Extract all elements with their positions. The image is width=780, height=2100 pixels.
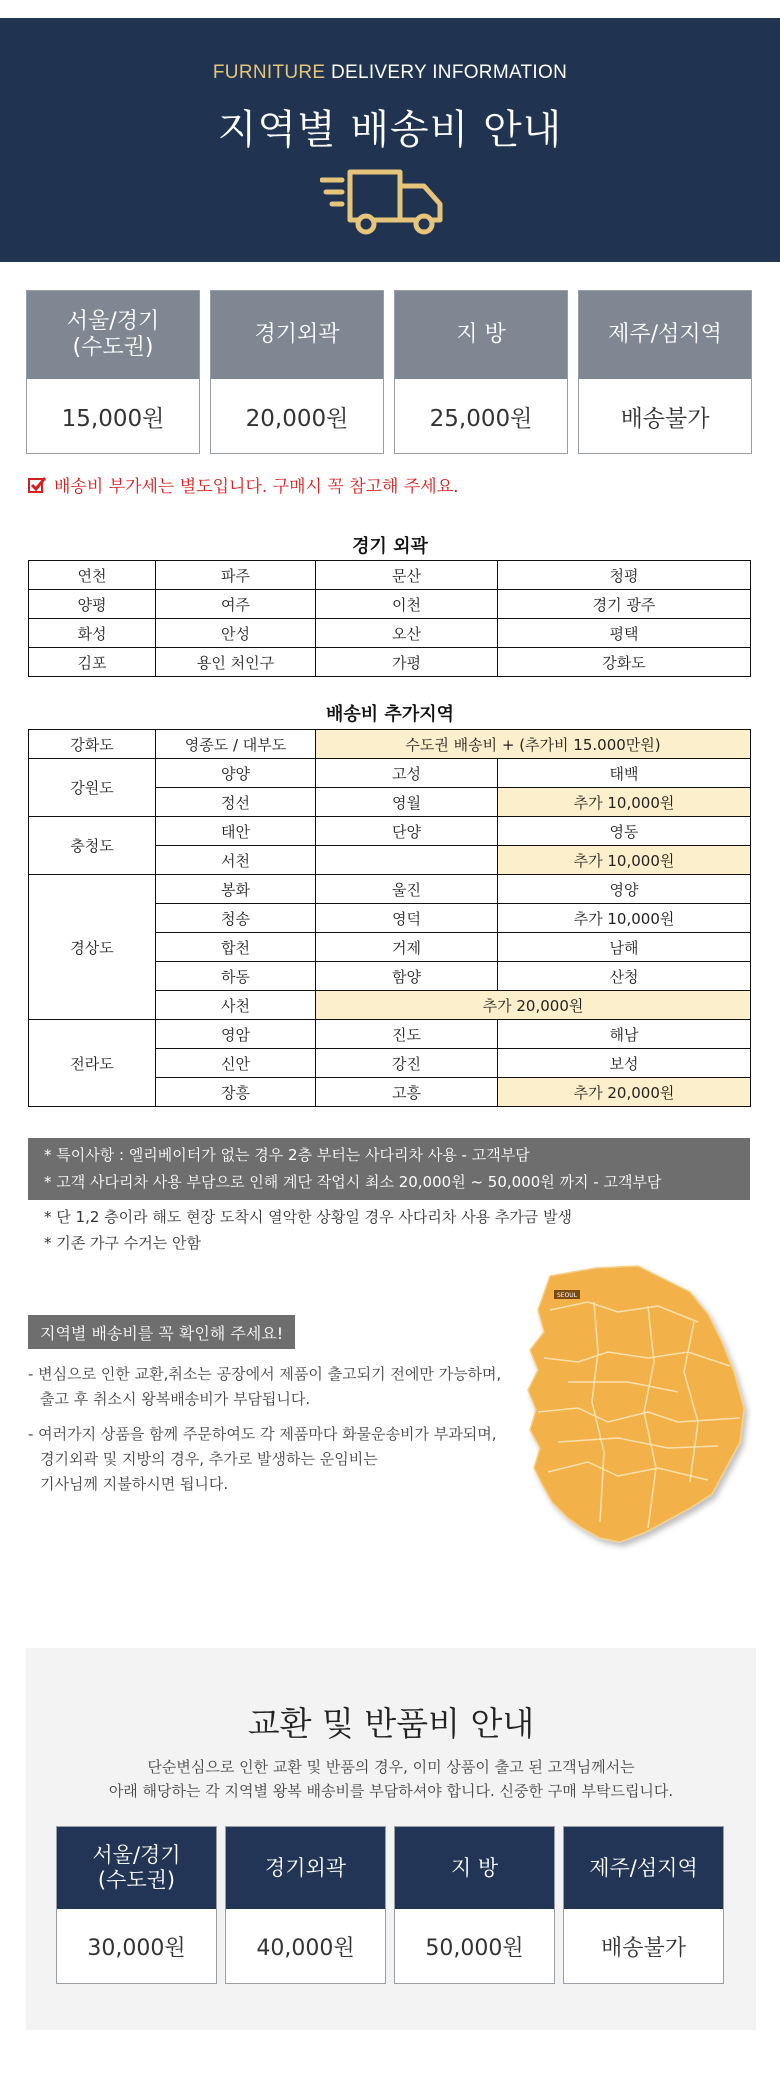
table-cell: 태안: [156, 817, 316, 846]
table-cell: 울진: [316, 875, 498, 904]
table-cell: 용인 처인구: [156, 648, 316, 677]
table-cell: 영종도 / 대부도: [156, 730, 316, 759]
fee-cell: 추가 20,000원: [316, 991, 751, 1020]
table-row: [29, 759, 751, 788]
table-cell: 거제: [316, 933, 498, 962]
table-cell: 양양: [156, 759, 316, 788]
region-cell: 충청도: [29, 817, 156, 875]
fee-card-jeju: [578, 290, 752, 454]
exchange-desc-line: 단순변심으로 인한 교환 및 반품의 경우, 이미 상품이 출고 된 고객님께서는: [147, 1758, 635, 1776]
policy-line: 출고 후 취소시 왕복배송비가 부담됩니다.: [40, 1390, 311, 1408]
table-cell: 청송: [156, 904, 316, 933]
table-row: [29, 619, 751, 648]
table-cell: 김포: [29, 648, 156, 677]
exchange-card-local: [394, 1826, 555, 1984]
exchange-card-region: 경기외곽: [226, 1827, 385, 1909]
header-subtitle: [0, 62, 780, 84]
exchange-card-jeju: [563, 1826, 724, 1984]
fee-card-region: [27, 291, 199, 379]
table-cell: 경기 광주: [498, 590, 751, 619]
subtitle-white: DELIVERY INFORMATION: [325, 62, 568, 83]
table-cell: 영덕: [316, 904, 498, 933]
region-cell: 전라도: [29, 1020, 156, 1107]
exchange-card-region-text: 서울/경기 (수도권): [92, 1843, 181, 1892]
checkbox-icon: [28, 476, 46, 494]
table-cell: 문산: [316, 561, 498, 590]
region-cell: 강원도: [29, 759, 156, 817]
table-cell: 화성: [29, 619, 156, 648]
special-notes-box: [28, 1138, 750, 1200]
table-cell: [316, 846, 498, 875]
extra-regions-title: 배송비 추가지역: [326, 704, 454, 725]
delivery-truck-icon: [320, 168, 450, 238]
extra-regions-table: [28, 729, 751, 1107]
region-cell: 강화도: [29, 730, 156, 759]
exchange-card-price: 40,000원: [256, 1935, 355, 1961]
fee-card-region-text: 서울/경기 (수도권): [66, 309, 160, 360]
note-line: * 기존 가구 수거는 안함: [44, 1234, 201, 1252]
table-cell: 고성: [316, 759, 498, 788]
outer-gyeonggi-table: [28, 560, 751, 677]
fee-card-price: 배송불가: [620, 405, 710, 432]
table-cell: 이천: [316, 590, 498, 619]
table-cell: 청평: [498, 561, 751, 590]
special-note-line: * 특이사항 : 엘리베이터가 없는 경우 2층 부터는 사다리차 사용 - 고객부담: [44, 1146, 530, 1164]
table-cell: 정선: [156, 788, 316, 817]
table-row: [29, 730, 751, 759]
vat-notice-text: 배송비 부가세는 별도입니다. 구매시 꼭 참고해 주세요.: [54, 477, 459, 497]
confirm-banner: 지역별 배송비를 꼭 확인해 주세요!: [28, 1315, 295, 1349]
exchange-card-region: 지 방: [395, 1827, 554, 1909]
page-title: 지역별 배송비 안내: [217, 107, 563, 153]
policy-line: - 변심으로 인한 교환,취소는 공장에서 제품이 출고되기 전에만 가능하며,: [28, 1365, 502, 1383]
table-cell: 사천: [156, 991, 316, 1020]
exchange-card-region: [57, 1827, 216, 1909]
exchange-card-region: 제주/섬지역: [564, 1827, 723, 1909]
table-cell: 해남: [498, 1020, 751, 1049]
table-cell: 가평: [316, 648, 498, 677]
fee-card-local: [394, 290, 568, 454]
exchange-card-capital: [56, 1826, 217, 1984]
table-cell: 강진: [316, 1049, 498, 1078]
table-cell: 여주: [156, 590, 316, 619]
fee-card-outer-gyeonggi: [210, 290, 384, 454]
exchange-title: 교환 및 반품비 안내: [247, 1704, 535, 1743]
table-cell: 단양: [316, 817, 498, 846]
table-cell: 남해: [498, 933, 751, 962]
fee-cell: 추가 10,000원: [498, 788, 751, 817]
fee-card-region: 제주/섬지역: [579, 291, 751, 379]
fee-cell: 수도권 배송비 + (추가비 15.000만원): [316, 730, 751, 759]
vat-notice: [28, 472, 459, 497]
exchange-card-price: 30,000원: [87, 1935, 186, 1961]
table-cell: 양평: [29, 590, 156, 619]
table-cell: 영동: [498, 817, 751, 846]
subtitle-gold: FURNITURE: [212, 62, 326, 83]
table-row: [29, 875, 751, 904]
exchange-desc-line: 아래 해당하는 각 지역별 왕복 배송비를 부담하셔야 합니다. 신중한 구매 부탁드립니다.: [108, 1782, 674, 1800]
table-cell: 강화도: [498, 648, 751, 677]
fee-card-capital: [26, 290, 200, 454]
exchange-card-price: 배송불가: [600, 1935, 686, 1961]
table-cell: 평택: [498, 619, 751, 648]
table-cell: 파주: [156, 561, 316, 590]
policy-line: 기사님께 지불하시면 됩니다.: [40, 1475, 229, 1493]
korea-map-icon: [508, 1262, 758, 1562]
table-cell: 합천: [156, 933, 316, 962]
table-cell: 태백: [498, 759, 751, 788]
fee-card-region: 경기외곽: [211, 291, 383, 379]
fee-card-price: 15,000원: [61, 405, 165, 432]
table-row: [29, 590, 751, 619]
table-cell: 진도: [316, 1020, 498, 1049]
map-seoul-label: SEOUL: [556, 1292, 578, 1299]
fee-card-region: 지 방: [395, 291, 567, 379]
table-row: [29, 648, 751, 677]
region-cell: 경상도: [29, 875, 156, 1020]
outer-gyeonggi-title: 경기 외곽: [352, 536, 428, 557]
table-cell: 서천: [156, 846, 316, 875]
table-cell: 영월: [316, 788, 498, 817]
exchange-card-outer-gyeonggi: [225, 1826, 386, 1984]
special-note-line: * 고객 사다리차 사용 부담으로 인해 계단 작업시 최소 20,000원 ~ 50,000원 까지 - 고객부담: [44, 1173, 662, 1191]
policy-paragraph-1: [28, 1362, 501, 1412]
table-cell: 영양: [498, 875, 751, 904]
policy-line: - 여러가지 상품을 함께 주문하여도 각 제품마다 화물운송비가 부과되며,: [28, 1425, 497, 1443]
policy-paragraph-2: [28, 1422, 497, 1497]
table-cell: 영암: [156, 1020, 316, 1049]
fee-cell: 추가 20,000원: [498, 1078, 751, 1107]
table-cell: 산청: [498, 962, 751, 991]
table-cell: 함양: [316, 962, 498, 991]
table-cell: 고흥: [316, 1078, 498, 1107]
table-cell: 연천: [29, 561, 156, 590]
exchange-card-price: 50,000원: [425, 1935, 524, 1961]
header-banner: [0, 18, 780, 262]
table-row: [29, 561, 751, 590]
table-cell: 신안: [156, 1049, 316, 1078]
fee-card-price: 25,000원: [429, 405, 533, 432]
table-row: [29, 817, 751, 846]
table-cell: 오산: [316, 619, 498, 648]
policy-line: 경기외곽 및 지방의 경우, 추가로 발생하는 운임비는: [40, 1450, 378, 1468]
exchange-description: [26, 1755, 756, 1803]
table-cell: 하동: [156, 962, 316, 991]
note-line: * 단 1,2 층이라 해도 현장 도착시 열악한 상황일 경우 사다리차 사용 추가금 발생: [44, 1208, 573, 1226]
table-cell: 추가 10,000원: [498, 904, 751, 933]
table-cell: 안성: [156, 619, 316, 648]
fee-card-price: 20,000원: [245, 405, 349, 432]
fee-cell: 추가 10,000원: [498, 846, 751, 875]
exchange-fee-cards: [56, 1826, 724, 1984]
exchange-section: [26, 1648, 756, 2030]
delivery-fee-cards: [26, 290, 754, 454]
table-row: [29, 1020, 751, 1049]
table-cell: 장흥: [156, 1078, 316, 1107]
table-cell: 봉화: [156, 875, 316, 904]
table-cell: 보성: [498, 1049, 751, 1078]
